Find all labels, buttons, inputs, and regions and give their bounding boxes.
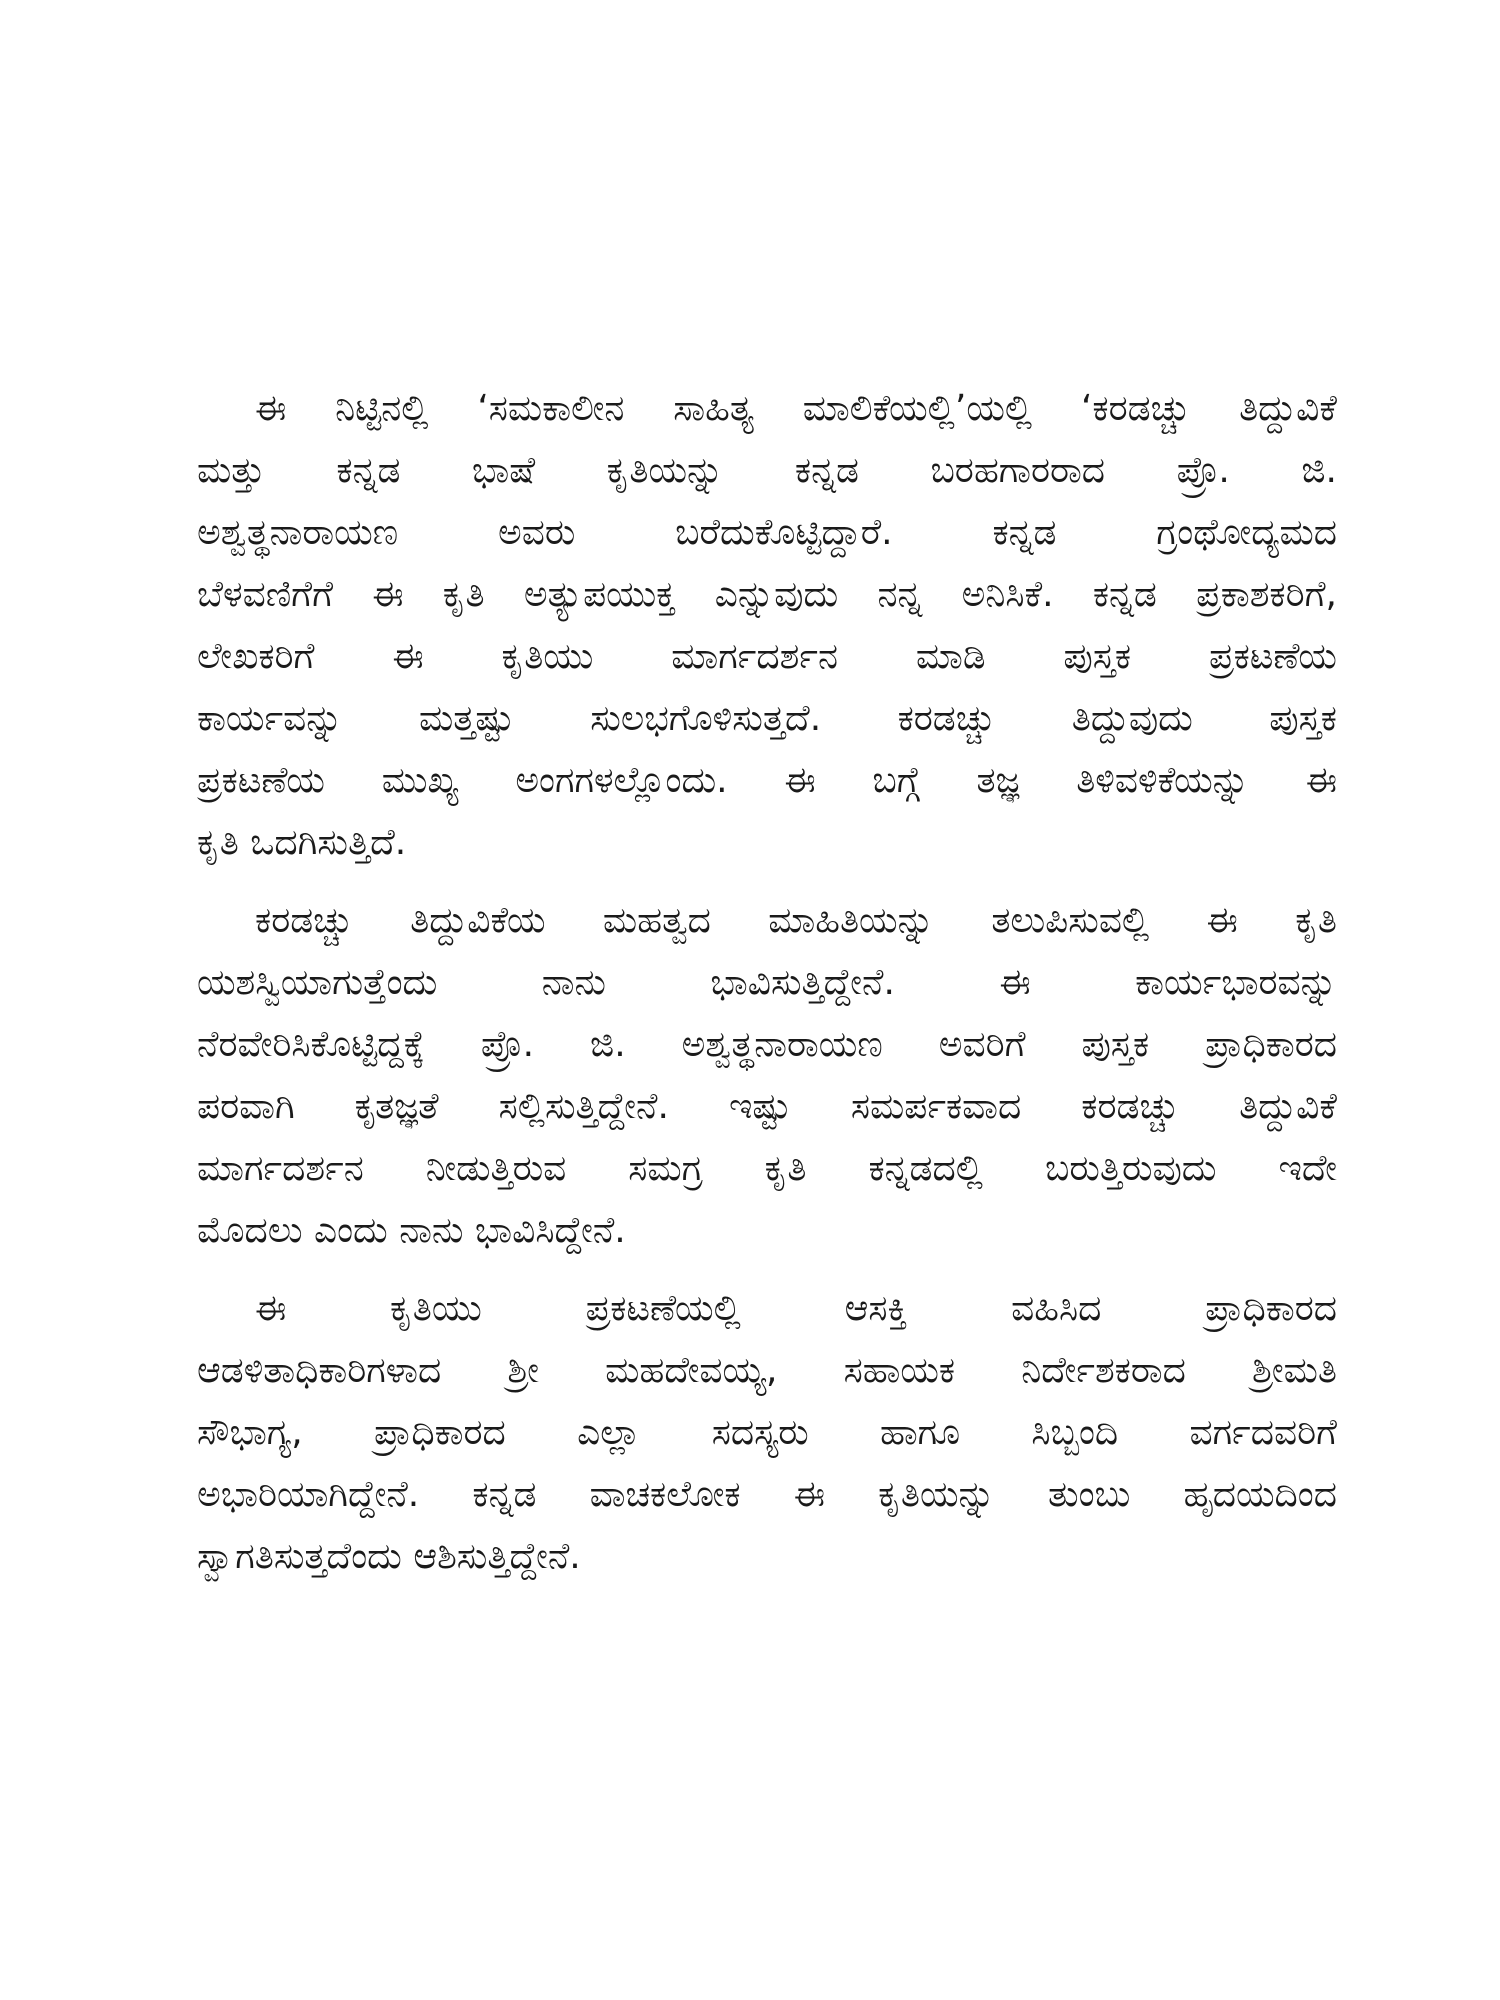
paragraph-line: ಬೆಳವಣಿಗೆಗೆ ಈ ಕೃತಿ ಅತ್ಯುಪಯುಕ್ತ ಎನ್ನುವುದು ನನ್ನ ಅನಿಸಿಕೆ. ಕನ್ನಡ ಪ್ರಕಾಶಕರಿಗೆ, xyxy=(197,574,1337,615)
paragraph-line: ಕೃತಿ ಒದಗಿಸುತ್ತಿದೆ. xyxy=(197,822,407,863)
paragraph-line: ಸ್ವಾಗತಿಸುತ್ತದೆಂದು ಆಶಿಸುತ್ತಿದ್ದೇನೆ. xyxy=(197,1536,581,1577)
paragraph-line: ಸೌಭಾಗ್ಯ, ಪ್ರಾಧಿಕಾರದ ಎಲ್ಲಾ ಸದಸ್ಯರು ಹಾಗೂ ಸಿಬ್ಬಂದಿ ವರ್ಗದವರಿಗೆ xyxy=(197,1412,1337,1453)
paragraph-line: ಈ ನಿಟ್ಟಿನಲ್ಲಿ ‘ಸಮಕಾಲೀನ ಸಾಹಿತ್ಯ ಮಾಲಿಕೆಯಲ್ಲಿ’ಯಲ್ಲಿ ‘ಕರಡಚ್ಚು ತಿದ್ದುವಿಕೆ xyxy=(255,388,1337,429)
paragraph-3 xyxy=(197,1278,1337,1588)
paragraph-line: ಯಶಸ್ವಿಯಾಗುತ್ತೆಂದು ನಾನು ಭಾವಿಸುತ್ತಿದ್ದೇನೆ. ಈ ಕಾರ್ಯಭಾರವನ್ನು xyxy=(197,962,1337,1003)
paragraph-line: ಆಡಳಿತಾಧಿಕಾರಿಗಳಾದ ಶ್ರೀ ಮಹದೇವಯ್ಯ, ಸಹಾಯಕ ನಿರ್ದೇಶಕರಾದ ಶ್ರೀಮತಿ xyxy=(197,1350,1337,1391)
paragraph-line: ಮೊದಲು ಎಂದು ನಾನು ಭಾವಿಸಿದ್ದೇನೆ. xyxy=(197,1210,626,1251)
paragraph-line: ಈ ಕೃತಿಯು ಪ್ರಕಟಣೆಯಲ್ಲಿ ಆಸಕ್ತಿ ವಹಿಸಿದ ಪ್ರಾಧಿಕಾರದ xyxy=(255,1288,1337,1329)
paragraph-line: ಪರವಾಗಿ ಕೃತಜ್ಞತೆ ಸಲ್ಲಿಸುತ್ತಿದ್ದೇನೆ. ಇಷ್ಟು ಸಮರ್ಪಕವಾದ ಕರಡಚ್ಚು ತಿದ್ದುವಿಕೆ xyxy=(197,1086,1337,1127)
paragraph-1 xyxy=(197,378,1337,874)
body-text xyxy=(197,378,1337,1604)
paragraph-line: ಕರಡಚ್ಚು ತಿದ್ದುವಿಕೆಯ ಮಹತ್ವದ ಮಾಹಿತಿಯನ್ನು ತಲುಪಿಸುವಲ್ಲಿ ಈ ಕೃತಿ xyxy=(255,900,1337,941)
paragraph-line: ಕಾರ್ಯವನ್ನು ಮತ್ತಷ್ಟು ಸುಲಭಗೊಳಿಸುತ್ತದೆ. ಕರಡಚ್ಚು ತಿದ್ದುವುದು ಪುಸ್ತಕ xyxy=(197,698,1337,739)
paragraph-line: ಲೇಖಕರಿಗೆ ಈ ಕೃತಿಯು ಮಾರ್ಗದರ್ಶನ ಮಾಡಿ ಪುಸ್ತಕ ಪ್ರಕಟಣೆಯ xyxy=(197,636,1337,677)
paragraph-line: ಅಭಾರಿಯಾಗಿದ್ದೇನೆ. ಕನ್ನಡ ವಾಚಕಲೋಕ ಈ ಕೃತಿಯನ್ನು ತುಂಬು ಹೃದಯದಿಂದ xyxy=(197,1474,1337,1515)
paragraph-line: ಅಶ್ವತ್ಥನಾರಾಯಣ ಅವರು ಬರೆದುಕೊಟ್ಟಿದ್ದಾರೆ. ಕನ್ನಡ ಗ್ರಂಥೋದ್ಯಮದ xyxy=(197,512,1337,553)
paragraph-line: ನೆರವೇರಿಸಿಕೊಟ್ಟಿದ್ದಕ್ಕೆ ಪ್ರೊ. ಜಿ. ಅಶ್ವತ್ಥನಾರಾಯಣ ಅವರಿಗೆ ಪುಸ್ತಕ ಪ್ರಾಧಿಕಾರದ xyxy=(197,1024,1337,1065)
paragraph-line: ಮಾರ್ಗದರ್ಶನ ನೀಡುತ್ತಿರುವ ಸಮಗ್ರ ಕೃತಿ ಕನ್ನಡದಲ್ಲಿ ಬರುತ್ತಿರುವುದು ಇದೇ xyxy=(197,1148,1337,1189)
paragraph-line: ಮತ್ತು ಕನ್ನಡ ಭಾಷೆ ಕೃತಿಯನ್ನು ಕನ್ನಡ ಬರಹಗಾರರಾದ ಪ್ರೊ. ಜಿ. xyxy=(197,450,1337,491)
paragraph-2 xyxy=(197,890,1337,1262)
paragraph-line: ಪ್ರಕಟಣೆಯ ಮುಖ್ಯ ಅಂಗಗಳಲ್ಲೊಂದು. ಈ ಬಗ್ಗೆ ತಜ್ಞ ತಿಳಿವಳಿಕೆಯನ್ನು ಈ xyxy=(197,760,1337,801)
